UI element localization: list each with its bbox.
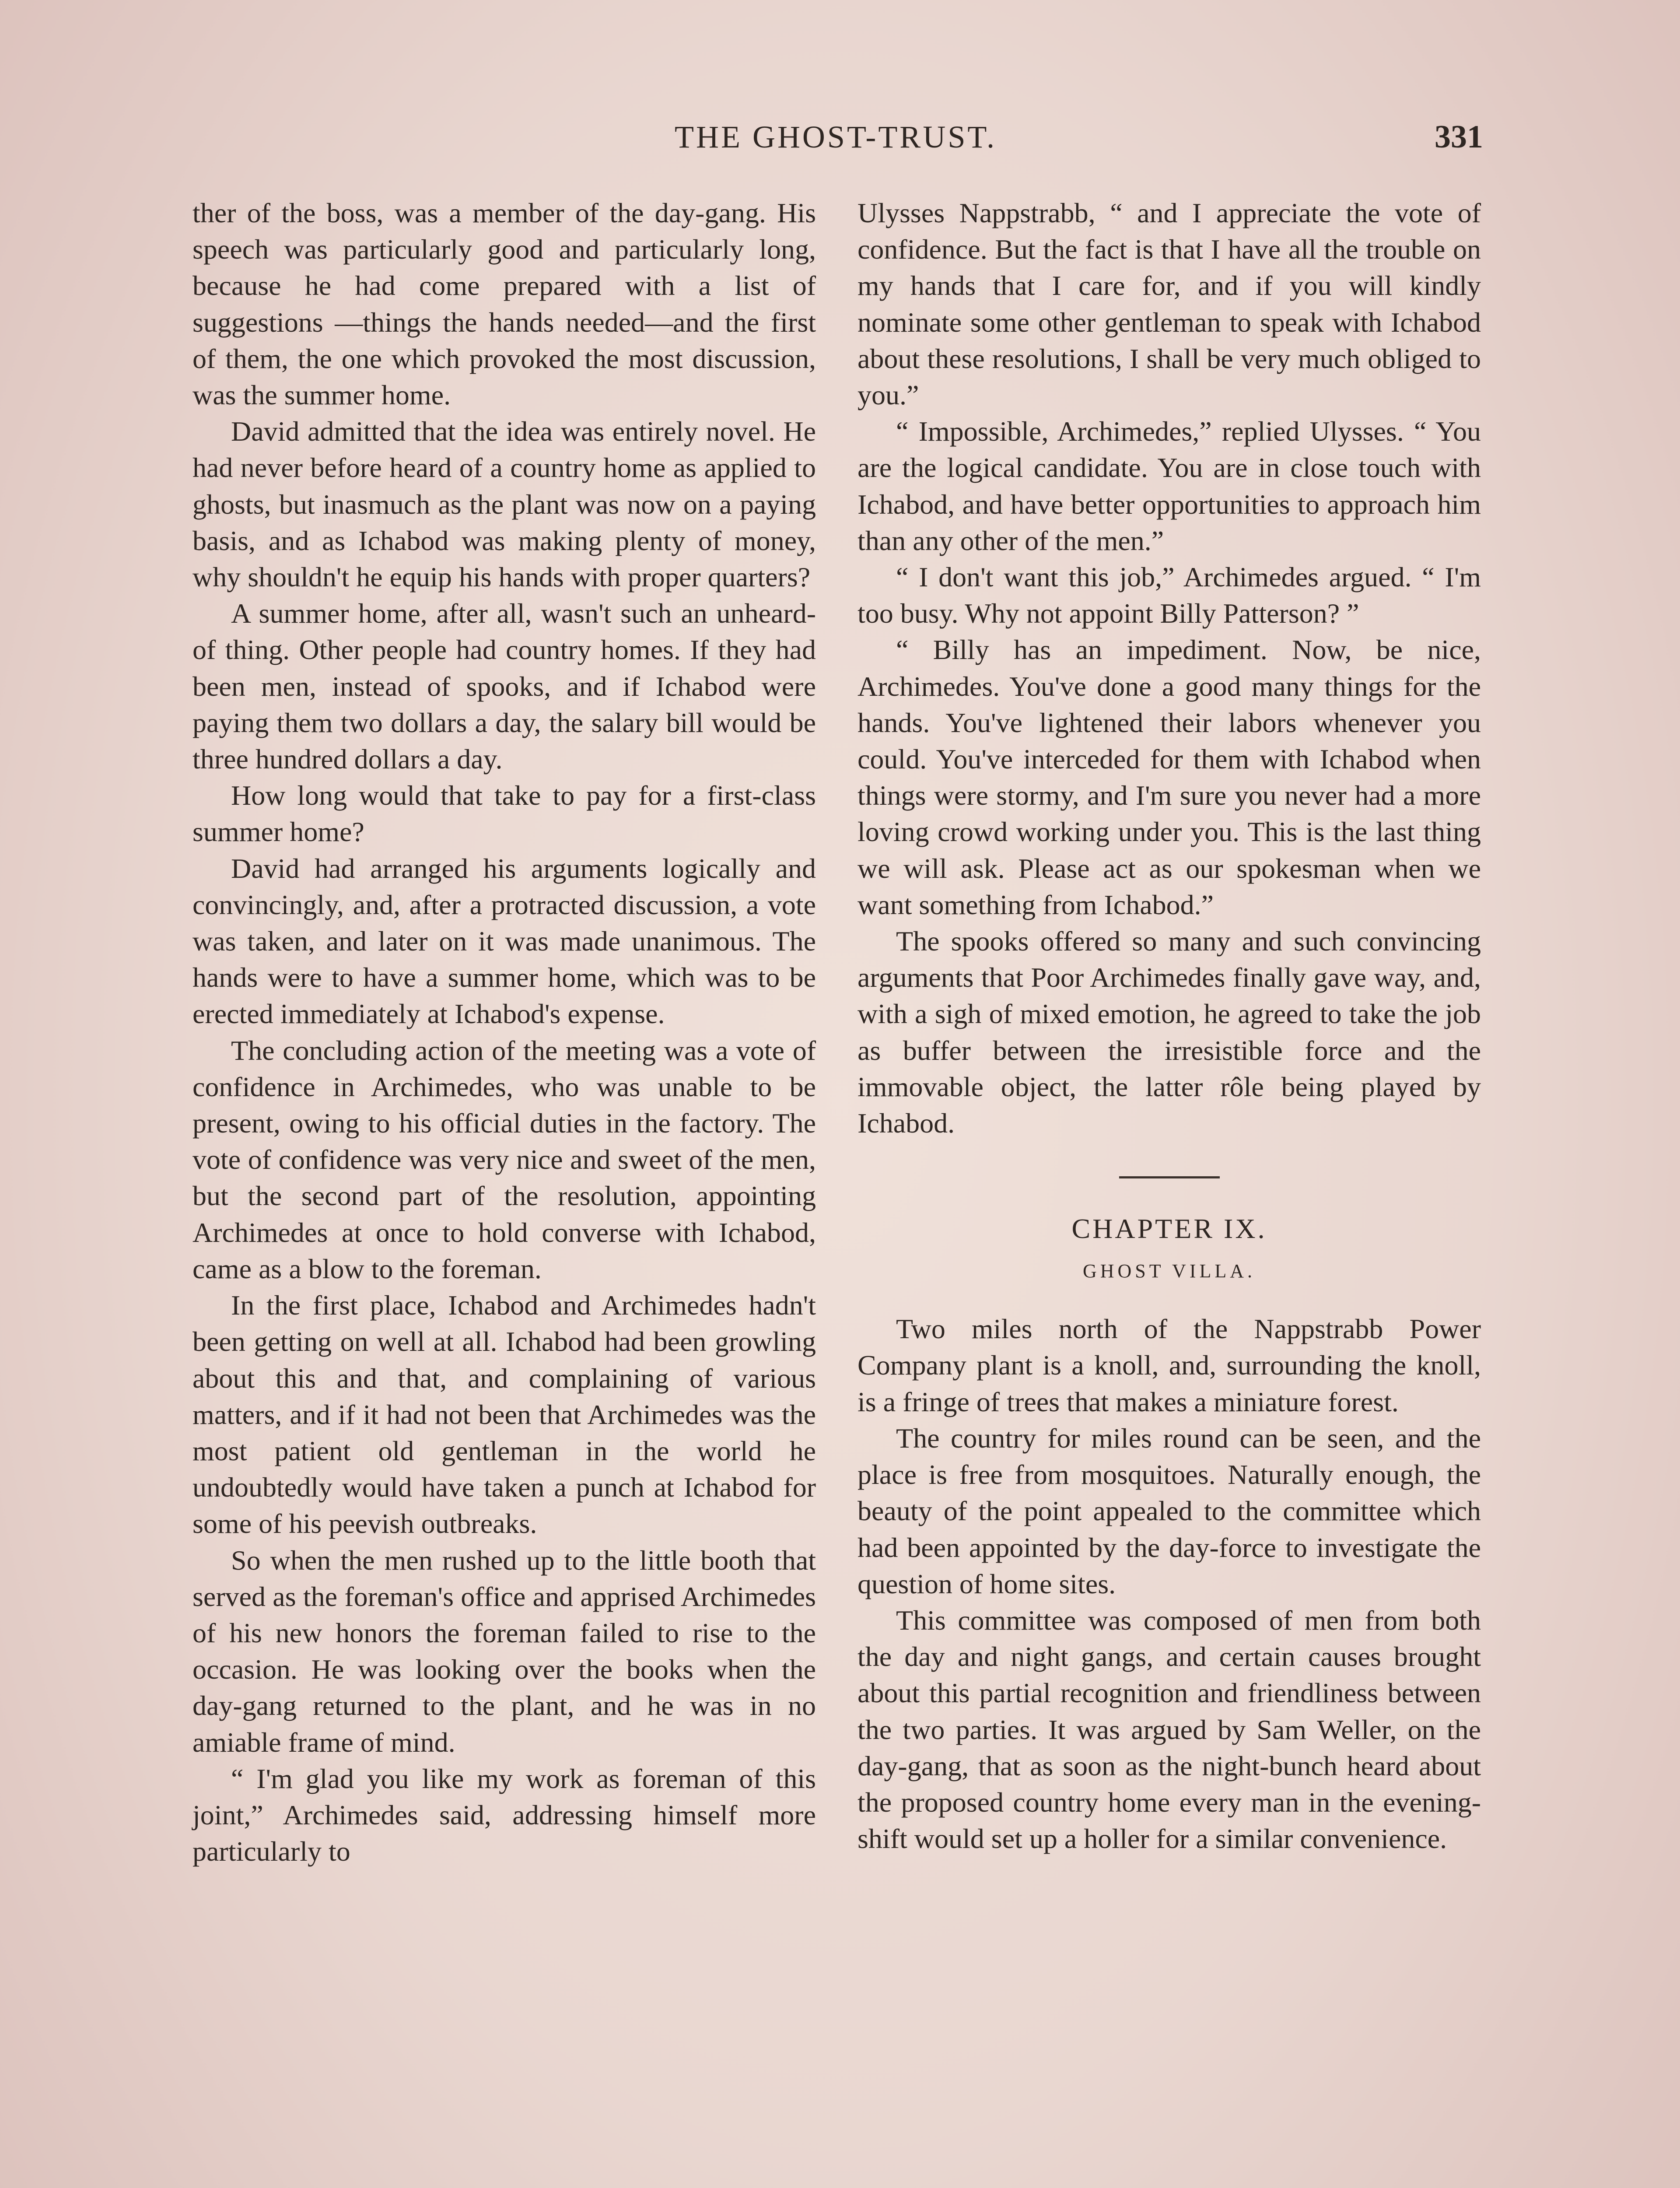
paragraph: In the first place, Ichabod and Archimedes hadn't been getting on well at all. Ichabod had been growling about this and that, and complaining of various matters, and if it had not been that Archimedes was the most patient old gentleman in the world he undoubtedly would have taken a punch at Ichabod for some of his peevish outbreaks. <box>192 1290 816 1539</box>
paragraph: Two miles north of the Nappstrabb Power Company plant is a knoll, and, surrounding the knoll, is a fringe of trees that makes a miniature forest. <box>858 1313 1481 1417</box>
paragraph: Ulysses Nappstrabb, “ and I appreciate the vote of confidence. But the fact is that I have all the trouble on my hands that I care for, and if you will kindly nominate some other gentleman to speak with Ichabod about these resolutions, I shall be very much obliged to you.” <box>858 197 1481 411</box>
paragraph: The country for miles round can be seen, and the place is free from mosquitoes. Naturally enough, the beauty of the point appealed to the committee which had been appointed by the day-force to investigate the question of home sites. <box>858 1422 1481 1599</box>
left-column <box>192 195 816 1869</box>
paragraph: This committee was composed of men from both the day and night gangs, and certain causes brought about this partial recognition and friendliness between the two parties. It was argued by Sam Weller, on the day-gang, that as soon as the night-bunch heard about the proposed country home every man in the evening-shift would set up a holler for a similar convenience. <box>858 1604 1481 1855</box>
paragraph: How long would that take to pay for a first-class summer home? <box>192 780 816 848</box>
paragraph: “ I'm glad you like my work as foreman of this joint,” Archimedes said, addressing himself more particularly to <box>192 1763 816 1867</box>
chapter-subtitle: GHOST VILLA. <box>1082 1260 1256 1282</box>
paragraph: David had arranged his arguments logically and convincingly, and, after a protracted discussion, a vote was taken, and later on it was made unanimous. The hands were to have a summer home, which was to be erected immediately at Ichabod's expense. <box>192 852 816 1030</box>
paragraph: The spooks offered so many and such convincing arguments that Poor Archimedes finally gave way, and, with a sigh of mixed emotion, he agreed to take the job as buffer between the irresistible force and the immovable object, the latter rôle being played by Ichabod. <box>858 926 1481 1139</box>
paragraph: “ Impossible, Archimedes,” replied Ulysses. “ You are the logical candidate. You are in close touch with Ichabod, and have better opportunities to approach him than any other of the men.” <box>858 416 1481 556</box>
chapter-divider <box>1119 1176 1220 1178</box>
page-number: 331 <box>1435 119 1483 155</box>
paragraph: So when the men rushed up to the little booth that served as the foreman's office and apprised Archimedes of his new honors the foreman failed to rise to the occasion. He was looking over the books when the day-gang returned to the plant, and he was in no amiable frame of mind. <box>192 1544 816 1758</box>
right-column <box>858 195 1481 1857</box>
paragraph: ther of the boss, was a member of the day-gang. His speech was particularly good and particularly long, because he had come prepared with a list of suggestions —things the hands needed—and the first of them, the one which provoked the most discussion, was the summer home. <box>192 197 816 411</box>
paragraph: David admitted that the idea was entirely novel. He had never before heard of a country home as applied to ghosts, but inasmuch as the plant was now on a paying basis, and as Ichabod was making plenty of money, why shouldn't he equip his hands with proper quarters? <box>192 416 816 593</box>
paragraph: “ Billy has an impediment. Now, be nice, Archimedes. You've done a good many things for the hands. You've lightened their labors whenever you could. You've interceded for them with Ichabod when things were stormy, and I'm sure you never had a more loving crowd working under you. This is the last thing we will ask. Please act as our spokesman when we want something from Ichabod.” <box>858 634 1481 920</box>
running-title: THE GHOST-TRUST. <box>674 119 997 154</box>
paragraph: “ I don't want this job,” Archimedes argued. “ I'm too busy. Why not appoint Billy Patterson? ” <box>858 561 1481 629</box>
chapter-title: CHAPTER IX. <box>1071 1213 1267 1245</box>
paragraph: A summer home, after all, wasn't such an unheard-of thing. Other people had country homes. If they had been men, instead of spooks, and if Ichabod were paying them two dollars a day, the salary bill would be three hundred dollars a day. <box>192 598 816 775</box>
running-head <box>188 117 1483 157</box>
paragraph: The concluding action of the meeting was a vote of confidence in Archimedes, who was unable to be present, owing to his official duties in the factory. The vote of confidence was very nice and sweet of the men, but the second part of the resolution, appointing Archimedes at once to hold converse with Ichabod, came as a blow to the foreman. <box>192 1034 816 1284</box>
